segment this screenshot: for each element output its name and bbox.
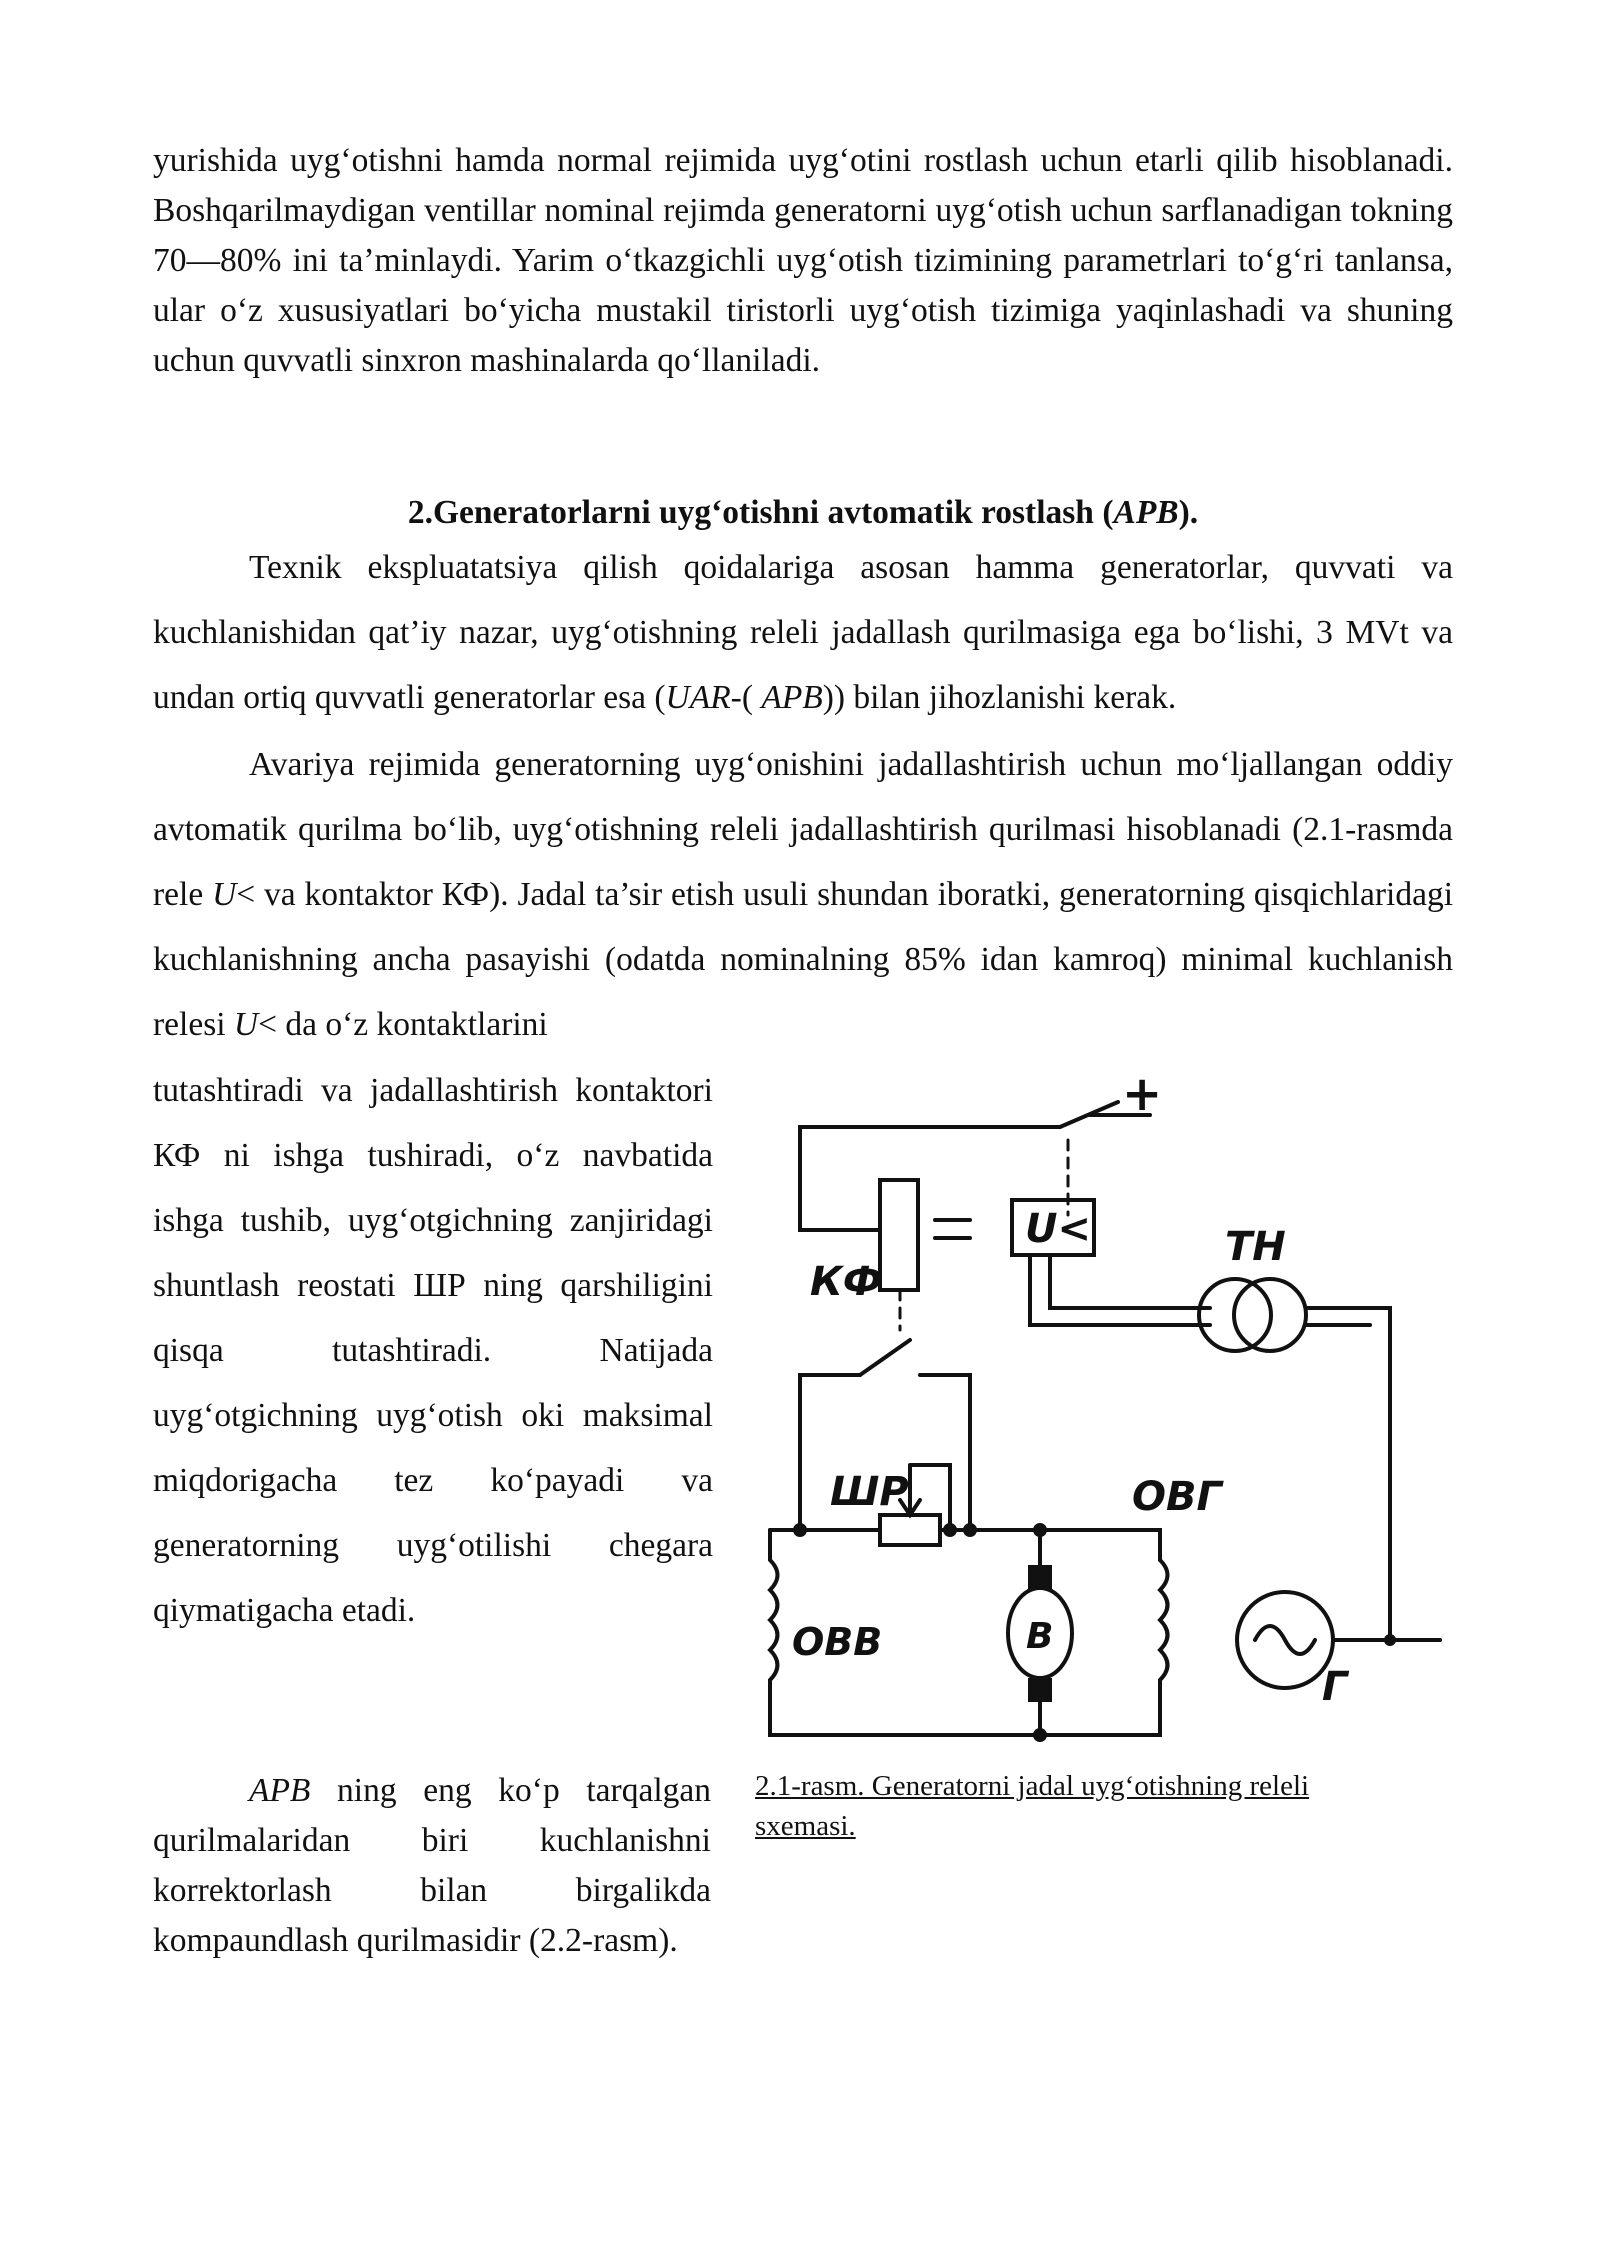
generator-sine: [1255, 1626, 1315, 1654]
paragraph-emergency-mode: [153, 732, 1453, 1057]
b-label: В: [1026, 1616, 1054, 1657]
relay-link: [935, 1220, 970, 1238]
junction-dot: [963, 1523, 977, 1537]
g-label: Г: [1322, 1664, 1348, 1710]
tn-wire-1: [1306, 1308, 1390, 1640]
paragraph-text: )) bilan jihozlanishi kerak.: [822, 679, 1177, 716]
paragraph-text: < da o‘z kontaktlarini: [258, 1006, 548, 1043]
paragraph-technical-rules: [153, 535, 1453, 730]
junction-dot: [1033, 1728, 1047, 1742]
relay-wire-2: [1050, 1255, 1210, 1308]
apb-term: APB: [761, 679, 823, 716]
apb-term: APB: [249, 1772, 311, 1809]
paragraph-apb-devices: [153, 1766, 711, 1966]
paragraph-text: < va kontaktor КФ). Jadal ta’sir etish usuli shundan iboratki, generatorning qisqichlaridagi kuchlanishning ancha pasayishi (odatda nominalning 85% idan kamroq) minimal kuchlanish relesi: [153, 876, 1454, 1043]
ovv-label: ОВВ: [792, 1620, 883, 1664]
paragraph-continuation: yurishida uyg‘otishni hamda normal rejimida uyg‘otini rostlash uchun etarli qilib hisoblanadi. Boshqarilmaydigan ventillar nominal rejimda generatorni uyg‘otish uchun sarflanadigan tokning 70—80% ini ta’minlaydi. Yarim o‘tkazgichli uyg‘otish tizimining parametrlari to‘g‘ri tanlansa, ular o‘z xususiyatlari bo‘yicha mustakil tiristorli uyg‘otish tizimiga yaqinlashadi va shuning uchun quvvatli sinxron mashinalarda qo‘llaniladi.: [153, 142, 1453, 379]
kf-coil: [880, 1180, 918, 1290]
shr-label: ШР: [830, 1469, 909, 1515]
b-brush-top: [1030, 1567, 1050, 1587]
ovg-coil: [1150, 1560, 1168, 1735]
tn-label: TH: [1225, 1224, 1286, 1270]
junction-dot: [943, 1523, 957, 1537]
paragraph-text: -(: [730, 679, 762, 716]
lower-switch: [860, 1340, 910, 1375]
heading-apb: APB: [1113, 494, 1179, 531]
paragraph-text: ning eng ko‘p tarqalgan qurilmalaridan biri kuchlanishni korrektorlash bilan birgalikda kompaundlash qurilmasidir (2.2-rasm).: [153, 1772, 711, 1959]
junction-dot: [1384, 1634, 1396, 1646]
u-term: U: [212, 876, 237, 913]
junction-dot: [1033, 1523, 1047, 1537]
top-wire: [800, 1127, 1060, 1180]
junction-dot: [793, 1523, 807, 1537]
uar-term: UAR: [665, 679, 731, 716]
figure-caption: 2.1-rasm. Generatorni jadal uyg‘otishning releli sxemasi.: [755, 1770, 1310, 1842]
paragraph-side-text: tutashtiradi va jadallashtirish kontaktori КФ ni ishga tushiradi, o‘z navbatida ishga tushib, uyg‘otgichning zanjiridagi shuntlash reostati ШР ning qarshiligini qisqa tutashtiradi. Natijada uyg‘otgichning uyg‘otish oki maksimal miqdorigacha tez ko‘payadi va generatorning uyg‘otilishi chegara qiymatigacha etadi.: [153, 1072, 713, 1629]
kf-wire-top: [800, 1180, 880, 1230]
paragraph-text: Texnik ekspluatatsiya qilish qoidalariga asosan hamma generatorlar, quvvati va kuchlanishidan qat’iy nazar, uyg‘otishning releli jadallash qurilmasiga ega bo‘lishi, 3 MVt va undan ortiq quvvatli generatorlar esa (: [153, 549, 1453, 716]
ovg-label: ОВГ: [1132, 1474, 1222, 1520]
section-heading: [153, 488, 1453, 538]
shr-resistor: [880, 1515, 940, 1545]
relay-wire-1: [1030, 1255, 1210, 1325]
u-relay-label: U<: [1025, 1206, 1091, 1252]
plus-label: +: [1122, 1070, 1163, 1122]
lower-right-wire: [920, 1375, 970, 1530]
circuit-diagram: [750, 1070, 1470, 1750]
kf-label: КФ: [810, 1259, 883, 1305]
heading-text: 2.Generatorlarni uyg‘otishni avtomatik rostlash (: [407, 494, 1114, 531]
u-term: U: [233, 1006, 259, 1043]
heading-suffix: ).: [1178, 494, 1199, 531]
paragraph-text: Avariya rejimida generatorning uyg‘onishini jadallashtirish uchun mo‘ljallangan oddiy avtomatik qurilma bo‘lib, uyg‘otishning releli jadallashtirish qurilmasi hisoblanadi (2.1-rasmda rele: [153, 746, 1453, 913]
